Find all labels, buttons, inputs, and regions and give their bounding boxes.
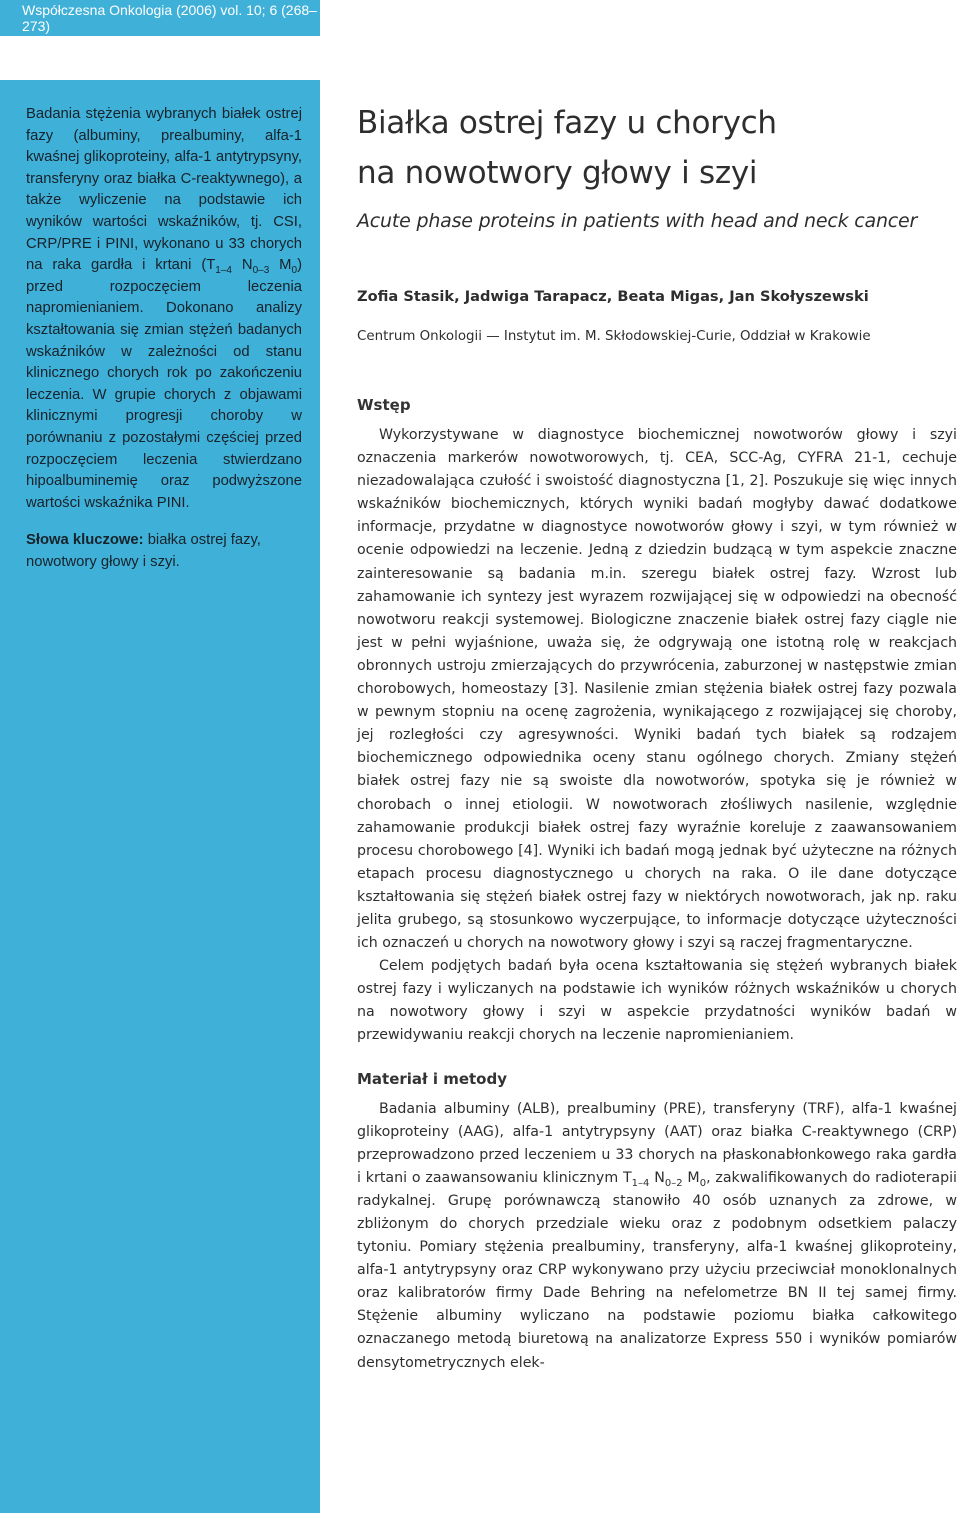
- abstract-subscript: 0–3: [252, 265, 270, 277]
- methods-text-part: M: [682, 1169, 700, 1186]
- methods-subscript: 1–4: [631, 1177, 650, 1189]
- keywords-list: białka ostrej fazy, nowotwory głowy i szyi.: [26, 532, 261, 570]
- section-heading-intro: Wstęp: [357, 396, 411, 414]
- article-subtitle: Acute phase proteins in patients with head and neck cancer: [357, 210, 918, 232]
- abstract-text: [26, 104, 302, 514]
- abstract-subscript: 0: [291, 265, 298, 277]
- article-title: [357, 98, 957, 198]
- intro-paragraph-1: Wykorzystywane w diagnostyce biochemicznej nowotworów głowy i szyi oznaczenia markerów nowotworowych, tj. CEA, SCC-Ag, CYFRA 21-1, cechuje niezadowalająca czułość i swoistość diagnostyczna [1, 2]. Poszukuje się więc innych wskaźników biochemicznych, których wyniki badań mogłyby dawać dodatkowe informacje, przydatne w diagnostyce nowotworów głowy i szyi, w tym również w ocenie odpowiedzi na leczenie. Jedną z dziedzin budzącą w tym aspekcie znaczne zainteresowanie są badania m.in. szeregu białek ostrej fazy. Wzrost lub zahamowanie ich syntezy jest wyrazem rozwijającej się w odpowiedzi na obecność nowotworu reakcji systemowej. Biologiczne znaczenie białek ostrej fazy ciągle nie jest w pełni wyjaśnione, uważa się, że odgrywają one istotną rolę w reakcjach obronnych ustroju zmierzających do przywrócenia, zaburzonej w następstwie zmian chorobowych, homeostazy [3]. Nasilenie zmian stężenia białek ostrej fazy pozwala w pewnym stopniu na ocenę zagrożenia, wynikającego z rozwijającej się choroby, jej rozległości czy agresywności. Wyniki badań tych białek są rodzajem biochemicznego odpowiednika oceny stanu ogólnego chorych. Zmiany stężeń białek ostrej fazy nie są swoiste dla nowotworów, spotyka się je również w chorobach o innej etiologii. W nowotworach złośliwych nasilenie, względnie zahamowanie produkcji białek ostrej fazy wyraźnie koreluje z zaawansowaniem procesu chorobowego [4]. Wyniki ich badań mogą jednak być użyteczne na różnych etapach procesu diagnostycznego u chorych na raka. O ile dane dotyczące kształtowania się stężeń białek ostrej fazy w niektórych nowotworach, jak np. raku jelita grubego, są stosunkowo wyczerpujące, to informacje dotyczące użyteczności ich oznaczeń u chorych na nowotwory głowy i szyi są raczej fragmentaryczne.: [357, 427, 957, 952]
- section-heading-methods: Materiał i metody: [357, 1069, 507, 1088]
- journal-header: [0, 0, 320, 36]
- keywords-label: Słowa kluczowe:: [26, 532, 144, 549]
- keywords: [26, 530, 302, 573]
- authors: Zofia Stasik, Jadwiga Tarapacz, Beata Migas, Jan Skołyszewski: [357, 288, 869, 305]
- journal-citation: Współczesna Onkologia (2006) vol. 10; 6 (268–273): [22, 2, 317, 34]
- article-main: [357, 98, 957, 1375]
- methods-text-part: Badania albuminy (ALB), prealbuminy (PRE), transferyny (TRF), alfa-1 kwaśnej glikoproteiny (AAG), alfa-1 antytrypsyny (AAT) oraz białka C-reaktywnego (CRP) przeprowadzono przed leczeniem u 33 chorych na płaskonabłonkowego raka gardła i krtani o zaawansowaniu klinicznym T: [357, 1100, 957, 1186]
- methods-subscript: 0: [699, 1177, 707, 1189]
- abstract-subscript: 1–4: [215, 265, 232, 277]
- methods-paragraph-1: [357, 1098, 957, 1375]
- abstract-text-part: Badania stężenia wybranych białek ostrej fazy (albuminy, prealbuminy, alfa-1 kwaśnej glikoproteiny, alfa-1 antytrypsyny, transferyny oraz białka C-reaktywnego), a także wyliczenie na podstawie ich wyników wartości wskaźników, tj. CSI, CRP/PRE i PINI, wykonano u 33 chorych na raka gardła i krtani (T: [26, 106, 302, 274]
- abstract-text-part: ) przed rozpoczęciem leczenia napromienianiem. Dokonano analizy kształtowania się zmian stężeń badanych wskaźników w zależności od stanu klinicznego chorych rok po zakończeniu leczenia. W grupie chorych z objawami klinicznymi progresji choroby w porównaniu z pozostałymi częściej przed rozpoczęciem leczenia stwierdzano hipoalbuminemię oraz podwyższone wartości wskaźnika PINI.: [26, 257, 302, 511]
- methods-text-part: , zakwalifikowanych do radioterapii radykalnej. Grupę porównawczą stanowiło 40 osób uznanych za zdrowe, w zbliżonym do chorych przedziale wieku oraz z podobnym odsetkiem palaczy tytoniu. Pomiary stężenia prealbuminy, transferyny, alfa-1 kwaśnej glikoproteiny, alfa-1 antytrypsyny oraz CRP wykonywano przy użyciu przeciwciał monoklonalnych oraz kalibratorów firmy Dade Behring na nefelometrze BN II tej samej firmy. Stężenie albuminy wyliczano na podstawie poziomu białka całkowitego oznaczanego metodą biuretową na analizatorze Express 550 i wyników pomiarów densytometrycznych elek-: [357, 1169, 957, 1371]
- intro-paragraph-2: Celem podjętych badań była ocena kształtowania się stężeń wybranych białek ostrej fazy i wyliczanych na podstawie ich wyników różnych wskaźników u chorych na nowotwory głowy i szyi w aspekcie przydatności wyników badań w przewidywaniu reakcji chorych na leczenie napromienianiem.: [357, 958, 957, 1044]
- title-line-2: na nowotwory głowy i szyi: [357, 155, 758, 191]
- affiliation: Centrum Onkologii — Instytut im. M. Skłodowskiej-Curie, Oddział w Krakowie: [357, 329, 871, 344]
- abstract-text-part: N: [231, 257, 253, 274]
- methods-subscript: 0–2: [664, 1177, 683, 1189]
- title-line-1: Białka ostrej fazy u chorych: [357, 105, 777, 141]
- abstract-text-part: M: [269, 257, 292, 274]
- methods-text-part: N: [649, 1169, 665, 1186]
- abstract-panel: [0, 80, 320, 1513]
